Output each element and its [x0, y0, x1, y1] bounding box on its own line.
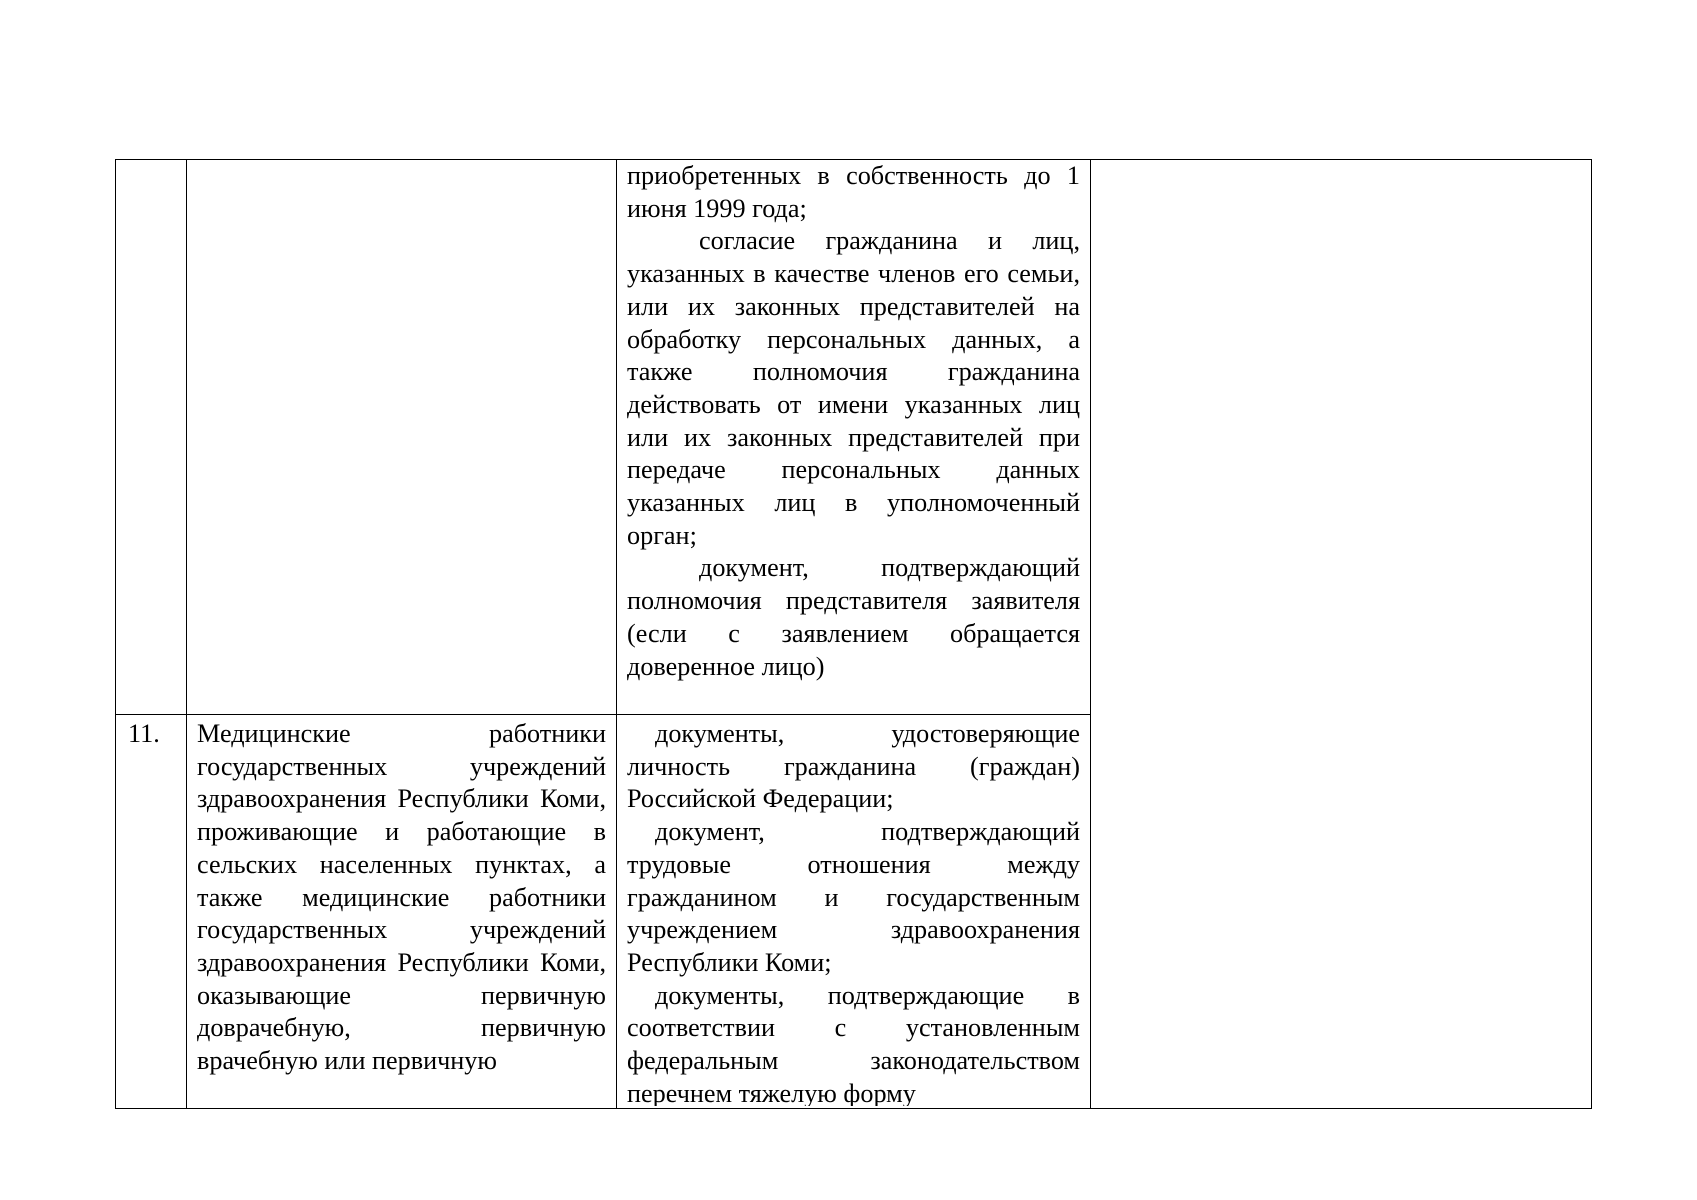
document-paragraph: документ, подтверждающий трудовые отношения между гражданином и государственным учреждением здравоохранения Республики Коми; [627, 817, 1080, 977]
table-row [116, 160, 1592, 715]
category-text: Медицинские работники государственных учреждений здравоохранения Республики Коми, проживающие и работающие в сельских населенных пунктах, а также медицинские работники государственных учреждений здравоохранения Республики Коми, оказывающие первичную доврачебную, первичную врачебную или первичную [197, 719, 606, 1076]
document-table [115, 159, 1592, 1109]
document-paragraph: документы, подтверждающие в соответствии с установленным федеральным законодательством перечнем тяжелую форму [627, 980, 1080, 1106]
documents-list [617, 160, 1090, 683]
document-paragraph: документ, подтверждающий полномочия представителя заявителя (если с заявлением обращается доверенное лицо) [627, 553, 1080, 681]
document-paragraph: документы, удостоверяющие личность гражданина (граждан) Российской Федерации; [627, 719, 1080, 814]
row-number: 11. [128, 719, 160, 748]
row-number-cell [116, 160, 187, 715]
category-cell [187, 160, 617, 715]
documents-cell [617, 160, 1091, 715]
category-text [187, 160, 616, 163]
row-number-cell [116, 715, 187, 1109]
document-paragraph: приобретенных в собственность до 1 июня 1999 года; [627, 161, 1080, 223]
category-cell [187, 715, 617, 1109]
notes-cell [1091, 160, 1592, 1109]
documents-list [617, 715, 1090, 1106]
document-paragraph: согласие гражданина и лиц, указанных в качестве членов его семьи, или их законных представителей на обработку персональных данных, а также полномочия гражданина действовать от имени указанных лиц или их законных представителей при передаче персональных данных указанных лиц в уполномоченный орган; [627, 226, 1080, 550]
row-number [116, 160, 186, 163]
documents-cell [617, 715, 1091, 1109]
